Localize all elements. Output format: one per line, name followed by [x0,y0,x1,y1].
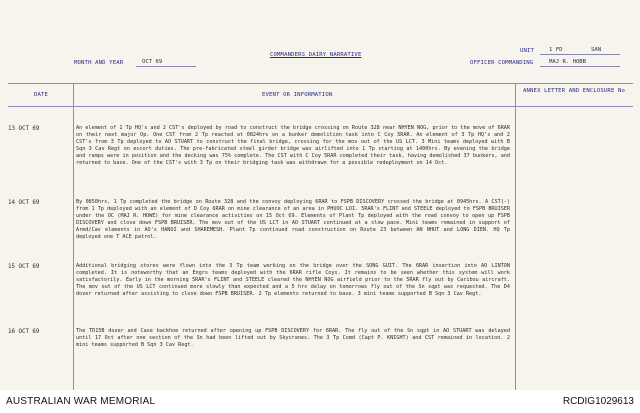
table-header-rule [8,106,633,107]
column-header-event: EVENT OR INFORMATION [262,92,333,98]
entry-text: An element of 1 Tp HQ's and 2 CST's deployed by road to construct the bridge crossing on Route 328 near NHYEN NOG, prior to the move of 6RAR on their next major Op. One CST from 2 Tp reacted at 0824hrs on a bunker demolition task into C Coy 5RAR. An element of 3 Tp HQ's and 2 CST's from 3 Tp deployed to AO STUART to construct the final bridge, crossing for the mov out of the US LCT. 3 Mini teams deployed with B Sqn 3 Cav Regt on escort duties. The pre-fabricated steel girder bridge was airlifted into 1 Tp starting at 1400hrs. By evening the bridge and ramps were in position and the decking was 75% complete. The CST with C Coy 5RAR completed their task, having demolished 37 bunkers, and returned to base. One of the CST's with 3 Tp on their bridging task was withdrawn for a possible redeployment on 14 Oct. [76,125,510,167]
column-divider-date [73,83,74,390]
unit-label: UNIT [520,48,535,54]
month-underline [136,66,196,67]
entry-date: 13 OCT 69 [8,126,40,132]
entry-text: By 0850hrs, 1 Tp completed the bridge on Route 328 and the convoy deploying 6RAR to FSPB DISCOVERY crossed the bridge at 0945hrs. A CST(-) from 1 Tp deployed with an element of D Coy 6RAR on mine clearance of an area in PHUOC LOI. 5RAR's FLINT and STEELE deployed to FSPB BRUISER under the OC (MAJ R. HOWE) for mine clearance activities on 15 Oct 69. Elements of Plant Tp deployed with the road convoy to open up FSPB DISCOVERY and close down FSPB BRUISER. The mov out of the US LCT in AO STUART continued at a slow pace. Mini teams remained in support of Armd/Cav elements in AO's HANOI and SHAREMESH. Plant Tp continued road construction on Route 23 between AN NHUT and LONG DIEN. HQ Tp deployed one T ACE patrol. [76,199,510,241]
archive-footer [0,390,640,413]
month-value: OCT 69 [142,59,163,65]
officer-underline [540,66,620,67]
column-divider-annex [515,83,516,390]
officer-label: OFFICER COMMANDING [470,60,534,66]
page-title: COMMANDERS DAIRY NARRATIVE [270,52,362,58]
entry-date: 14 OCT 69 [8,200,40,206]
unit-suffix: SAN [591,47,602,53]
unit-value: 1 FD [549,47,563,53]
unit-underline [540,54,620,55]
column-header-date: DATE [34,92,49,98]
entry-text: Additional bridging stores were flown into the 3 Tp team working on the bridge over the SONG GUIT. The 6RAR insertion into AO LINTON completed. It is noteworthy that an Engrs teams deployed with the 6RAR rifle Coys. It remains to be seen whether this system will work satisfactorily. Early in the morning 5RAR's FLINT and STEELE cleared the NHYEN NOG airfield prior to the 5RAR fly out by Caribou aircraft. The mov out of the US LCT continued more slowly than expected and a 5 hrs delay on tomorrows fly out of the Sn sqpt was requested. The D4 dozer returned after assisting to close down FSPB BRUISER. 2 Tp elements returned to base. 3 mini teams supported B Sqn 3 Cav Regt. [76,263,510,298]
month-label: MONTH AND YEAR [74,60,124,66]
column-header-annex: ANNEX LETTER AND ENCLOSURE No [523,88,626,94]
entry-date: 15 OCT 69 [8,264,40,270]
table-top-rule [8,83,633,84]
officer-value: MAJ R. HOBB [549,59,587,65]
footer-id: RCDIG1029613 [562,396,634,407]
entry-date: 16 OCT 69 [8,329,40,335]
footer-source: AUSTRALIAN WAR MEMORIAL [6,396,156,407]
entry-text: The TD15B dozer and Case backhoe returned after opening up FSPB DISCOVERY for 6RAR. The fly out of the Sn sqpt in AO STUART was delayed until 17 Oct after one section of the Sn had been lifted out by Skycranes. The 3 Tp Comd (Capt P. KNIGHT) and CST remained in location. 2 mini teams supported B Sqn 3 Cav Regt. [76,328,510,349]
